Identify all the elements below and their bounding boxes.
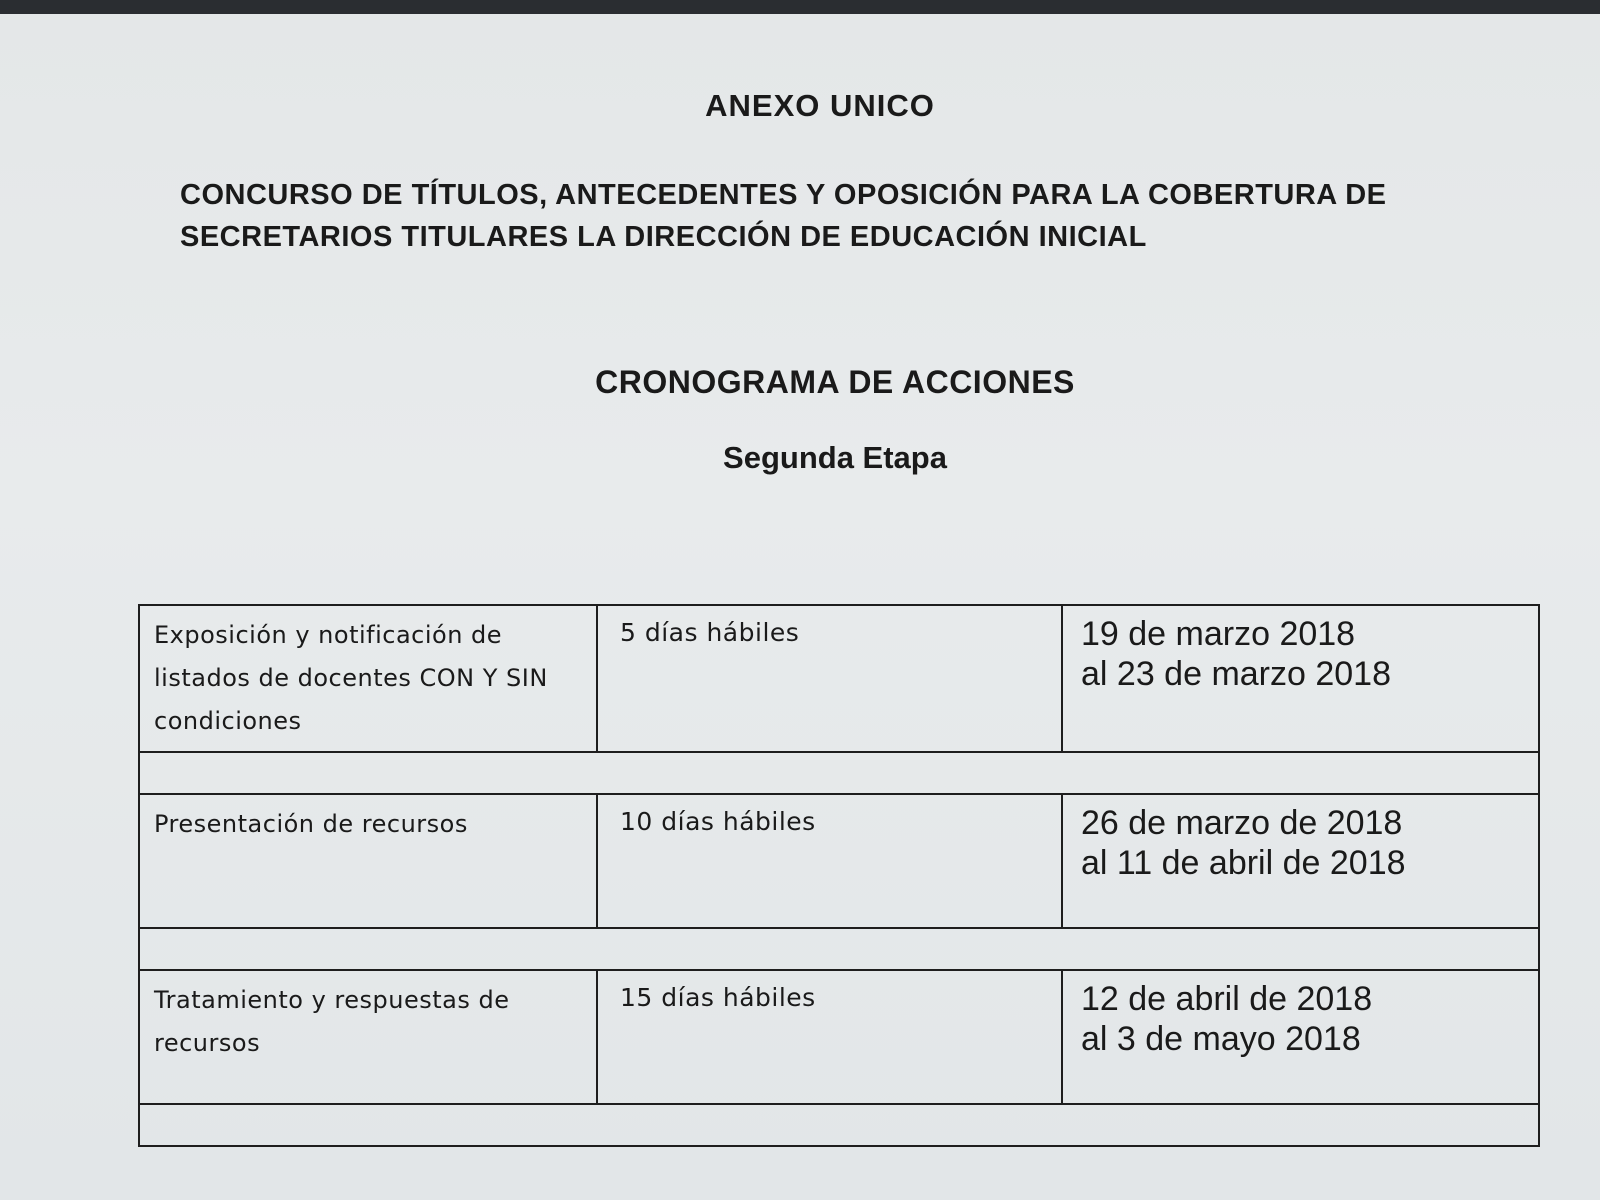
date-from: 26 de marzo de 2018 (1081, 804, 1403, 842)
spacer-row (139, 752, 1539, 794)
dates-cell (1062, 605, 1539, 752)
duration-cell: 5 días hábiles (597, 605, 1062, 752)
monitor-bezel (0, 0, 1600, 14)
schedule-table (138, 604, 1540, 1147)
action-cell: Tratamiento y respuestas de recursos (139, 970, 597, 1104)
action-cell: Presentación de recursos (139, 794, 597, 928)
spacer-cell (139, 1104, 1539, 1146)
spacer-cell (139, 752, 1539, 794)
date-from: 19 de marzo 2018 (1081, 615, 1356, 653)
spacer-row (139, 928, 1539, 970)
date-from: 12 de abril de 2018 (1081, 980, 1373, 1018)
spacer-cell (139, 928, 1539, 970)
spacer-row (139, 1104, 1539, 1146)
document-title: ANEXO UNICO (705, 88, 935, 123)
duration-cell: 15 días hábiles (597, 970, 1062, 1104)
action-cell: Exposición y notificación de listados de docentes CON Y SIN condiciones (139, 605, 597, 752)
section-title: CRONOGRAMA DE ACCIONES (595, 364, 1075, 400)
table-row (139, 605, 1539, 752)
table-row (139, 970, 1539, 1104)
date-to: al 3 de mayo 2018 (1081, 1020, 1361, 1058)
duration-cell: 10 días hábiles (597, 794, 1062, 928)
date-to: al 11 de abril de 2018 (1081, 844, 1406, 882)
dates-cell (1062, 794, 1539, 928)
section-subtitle: Segunda Etapa (723, 440, 947, 475)
document-subtitle: CONCURSO DE TÍTULOS, ANTECEDENTES Y OPOSICIÓN PARA LA COBERTURA DE SECRETARIOS TITULARES LA DIRECCIÓN DE EDUCACIÓN INICIAL (180, 179, 1387, 253)
document-page (0, 14, 1600, 1200)
dates-cell (1062, 970, 1539, 1104)
date-to: al 23 de marzo 2018 (1081, 655, 1391, 693)
table-row (139, 794, 1539, 928)
